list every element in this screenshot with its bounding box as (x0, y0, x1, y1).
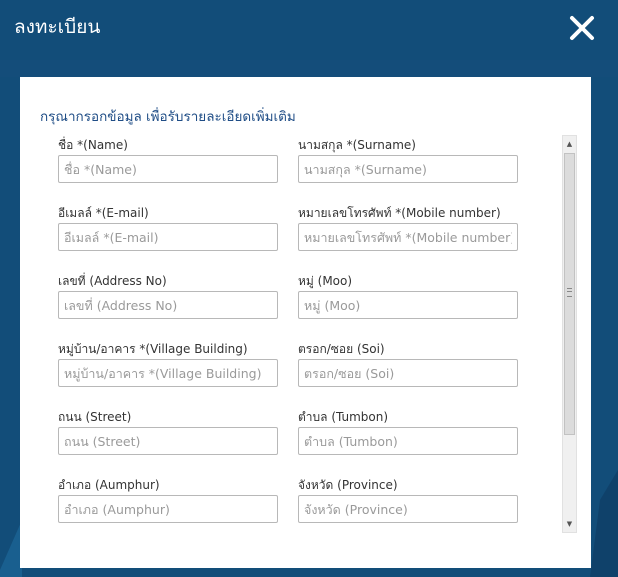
aumphur-label: อำเภอ (Aumphur) (58, 478, 160, 492)
grip-icon (567, 288, 572, 297)
name-label: ชื่อ *(Name) (58, 138, 128, 152)
village-input[interactable] (58, 359, 278, 387)
form-scrollbar[interactable] (562, 135, 577, 533)
email-field (58, 205, 278, 251)
soi-input[interactable] (298, 359, 518, 387)
aumphur-field (58, 477, 278, 523)
village-field (58, 341, 278, 387)
surname-label: นามสกุล *(Surname) (298, 138, 416, 152)
form-panel (20, 77, 591, 568)
soi-label: ตรอก/ซอย (Soi) (298, 342, 385, 356)
scrollbar-thumb[interactable] (564, 153, 575, 435)
street-label: ถนน (Street) (58, 410, 132, 424)
surname-field (298, 137, 518, 183)
street-input[interactable] (58, 427, 278, 455)
province-label: จังหวัด (Province) (298, 478, 398, 492)
name-field (58, 137, 278, 183)
tumbon-label: ตำบล (Tumbon) (298, 410, 389, 424)
name-input[interactable] (58, 155, 278, 183)
modal-title: ลงทะเบียน (14, 16, 101, 38)
email-input[interactable] (58, 223, 278, 251)
province-field (298, 477, 518, 523)
mobile-label: หมายเลขโทรศัพท์ *(Mobile number) (298, 206, 501, 220)
soi-field (298, 341, 518, 387)
moo-input[interactable] (298, 291, 518, 319)
scroll-down-icon[interactable]: ▼ (566, 520, 573, 528)
moo-field (298, 273, 518, 319)
address-no-input[interactable] (58, 291, 278, 319)
tumbon-input[interactable] (298, 427, 518, 455)
street-field (58, 409, 278, 455)
address-no-field (58, 273, 278, 319)
surname-input[interactable] (298, 155, 518, 183)
scroll-up-icon[interactable]: ▲ (566, 140, 573, 148)
moo-label: หมู่ (Moo) (298, 274, 353, 288)
village-label: หมู่บ้าน/อาคาร *(Village Building) (58, 342, 248, 356)
mobile-field (298, 205, 518, 251)
email-label: อีเมลล์ *(E-mail) (58, 206, 149, 220)
aumphur-input[interactable] (58, 495, 278, 523)
mobile-input[interactable] (298, 223, 518, 251)
close-icon[interactable] (568, 14, 596, 42)
form-heading: กรุณากรอกข้อมูล เพื่อรับรายละเอียดเพิ่มเติม (40, 109, 296, 125)
address-no-label: เลขที่ (Address No) (58, 274, 167, 288)
province-input[interactable] (298, 495, 518, 523)
tumbon-field (298, 409, 518, 455)
